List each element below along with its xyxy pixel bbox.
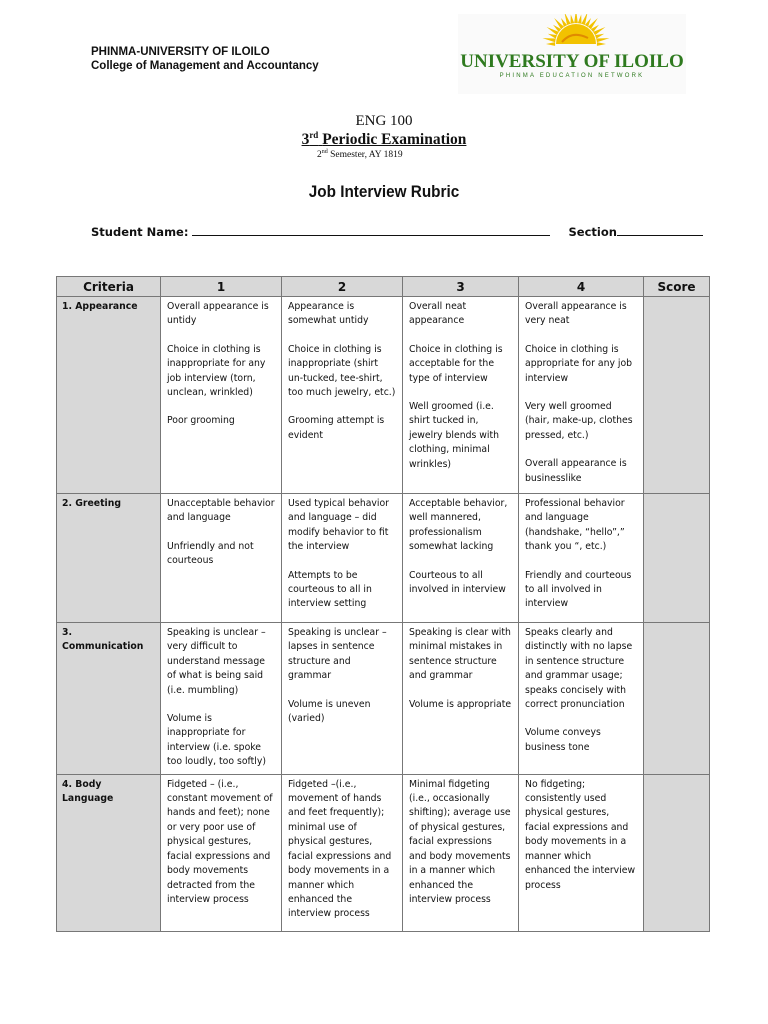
- sun-ray: [546, 42, 555, 46]
- cell-text: Courteous to all involved in interview: [409, 569, 506, 596]
- rubric-cell: [161, 623, 282, 775]
- cell-text: Unfriendly and not courteous: [167, 540, 254, 567]
- sun-ray: [574, 14, 578, 23]
- rubric-cell: [161, 494, 282, 623]
- rubric-cell: [519, 297, 644, 494]
- rubric-cell: [282, 297, 403, 494]
- score-cell[interactable]: [644, 494, 710, 623]
- criteria-communication: 3. Communication: [57, 623, 161, 775]
- exam-name: Periodic Examination: [322, 131, 467, 149]
- cell-text: Minimal fidgeting (i.e., occasionally shifting); average use of physical gestures, facial expressions and body movements in a manner which enhanced the interview process: [409, 778, 511, 905]
- course-code: ENG 100: [355, 113, 413, 129]
- table-row: [57, 297, 710, 494]
- header-level-3: 3: [403, 277, 519, 297]
- sun-ray: [571, 14, 575, 23]
- semester-line: [317, 149, 403, 160]
- score-cell[interactable]: [644, 297, 710, 494]
- semester-suffix: nd: [321, 149, 328, 155]
- rubric-table: [56, 276, 710, 932]
- table-header-row: [57, 277, 710, 297]
- cell-text: Overall neat appearance: [409, 301, 467, 327]
- rubric-cell: [161, 297, 282, 494]
- cell-text: Appearance is somewhat untidy: [288, 301, 369, 327]
- cell-text: Fidgeted –(i.e., movement of hands and feet frequently); minimal use of physical gestures, facial expressions and body movements in a manner which enhanced the interview process: [288, 778, 392, 920]
- cell-text: Volume is appropriate: [409, 698, 512, 710]
- cell-text: No fidgeting; consistently used physical gestures, facial expressions and body movements in a manner which enhanced the interview process: [525, 778, 636, 891]
- table-row: [57, 623, 710, 775]
- rubric-cell: [403, 774, 519, 931]
- logo-tagline: PHINMA EDUCATION NETWORK: [499, 73, 645, 79]
- rubric-cell: [519, 774, 644, 931]
- criteria-body-language: 4. Body Language: [57, 774, 161, 931]
- student-info-row: [91, 224, 703, 239]
- cell-text: Choice in clothing is appropriate for any job interview: [525, 343, 633, 384]
- cell-text: Attempts to be courteous to all in interview setting: [288, 569, 372, 610]
- logo-wordmark: UNIVERSITY OF ILOILO: [460, 51, 684, 72]
- cell-text: Speaking is unclear – lapses in sentence structure and grammar: [288, 627, 387, 682]
- rubric-cell: [161, 774, 282, 931]
- section-label: Section: [568, 225, 617, 239]
- header-criteria: Criteria: [57, 277, 161, 297]
- sun-ray: [596, 38, 609, 42]
- cell-text: Well groomed (i.e. shirt tucked in, jewelry blends with clothing, minimal wrinkles): [409, 401, 500, 470]
- rubric-cell: [282, 623, 403, 775]
- table-row: [57, 494, 710, 623]
- sun-rays-icon: [543, 14, 610, 46]
- college-name: College of Management and Accountancy: [91, 60, 319, 72]
- header-score: Score: [644, 277, 710, 297]
- cell-text: Professional behavior and language (handshake, “hello”,” thank you “, etc.): [525, 498, 625, 553]
- sun-logo-icon: [458, 14, 686, 94]
- rubric-title: Job Interview Rubric: [308, 182, 460, 201]
- cell-text: Poor grooming: [167, 415, 235, 427]
- cell-text: Used typical behavior and language – did modify behavior to fit the interview: [288, 498, 390, 553]
- cell-text: Overall appearance is untidy: [167, 301, 269, 327]
- criteria-appearance: 1. Appearance: [57, 297, 161, 494]
- cell-text: Speaking is clear with minimal mistakes in sentence structure and grammar: [409, 627, 511, 682]
- school-header: [91, 45, 319, 73]
- header-level-1: 1: [161, 277, 282, 297]
- university-logo: [458, 14, 686, 94]
- criteria-greeting: 2. Greeting: [57, 494, 161, 623]
- cell-text: Speaks clearly and distinctly with no lapse in sentence structure and grammar usage; speaks concisely with correct pronunciation: [525, 627, 633, 711]
- cell-text: Volume conveys business tone: [525, 727, 601, 753]
- semester-number: 2: [317, 150, 322, 161]
- cell-text: Very well groomed (hair, make-up, clothes pressed, etc.): [525, 401, 633, 441]
- section-field[interactable]: [617, 224, 703, 236]
- cell-text: Friendly and courteous to all involved in interview: [525, 569, 632, 610]
- sun-ray: [595, 34, 604, 39]
- cell-text: Unacceptable behavior and language: [167, 498, 275, 524]
- exam-title: [0, 130, 768, 149]
- cell-text: Fidgeted – (i.e., constant movement of hands and feet); none or very poor use of physical gestures, facial expressions and body movements detracted from the interview process: [167, 778, 273, 905]
- rubric-cell: [282, 494, 403, 623]
- rubric-cell: [282, 774, 403, 931]
- cell-text: Speaking is unclear – very difficult to understand message of what is being said (i.e. mumbling): [167, 627, 266, 696]
- score-cell[interactable]: [644, 623, 710, 775]
- sun-ray: [578, 14, 582, 23]
- cell-text: Acceptable behavior, well mannered, professionalism somewhat lacking: [409, 498, 508, 553]
- cell-text: Overall appearance is businesslike: [525, 458, 627, 484]
- exam-suffix: rd: [309, 130, 319, 140]
- rubric-cell: [519, 494, 644, 623]
- cell-text: Choice in clothing is acceptable for the type of interview: [409, 343, 503, 384]
- cell-text: Overall appearance is very neat: [525, 301, 627, 327]
- rubric-cell: [403, 494, 519, 623]
- cell-text: Grooming attempt is evident: [288, 415, 385, 441]
- rubric-cell: [403, 623, 519, 775]
- cell-text: Choice in clothing is inappropriate for any job interview (torn, unclean, wrinkled): [167, 343, 266, 399]
- score-cell[interactable]: [644, 774, 710, 931]
- table-row: [57, 774, 710, 931]
- student-name-label: Student Name:: [91, 225, 189, 239]
- header-level-2: 2: [282, 277, 403, 297]
- university-name: PHINMA-UNIVERSITY OF ILOILO: [91, 46, 270, 58]
- sun-ray: [597, 42, 606, 46]
- sun-ray: [548, 34, 557, 39]
- rubric-cell: [403, 297, 519, 494]
- sun-ray: [543, 38, 556, 42]
- header-level-4: 4: [519, 277, 644, 297]
- exam-number: 3: [301, 131, 310, 149]
- semester-text: Semester, AY 1819: [330, 150, 403, 161]
- cell-text: Choice in clothing is inappropriate (shirt un-tucked, tee-shirt, too much jewelry, etc.): [288, 343, 396, 399]
- cell-text: Volume is uneven (varied): [288, 698, 371, 725]
- cell-text: Volume is inappropriate for interview (i.e. spoke too loudly, too softly): [167, 713, 267, 768]
- rubric-cell: [519, 623, 644, 775]
- student-name-field[interactable]: [192, 224, 550, 236]
